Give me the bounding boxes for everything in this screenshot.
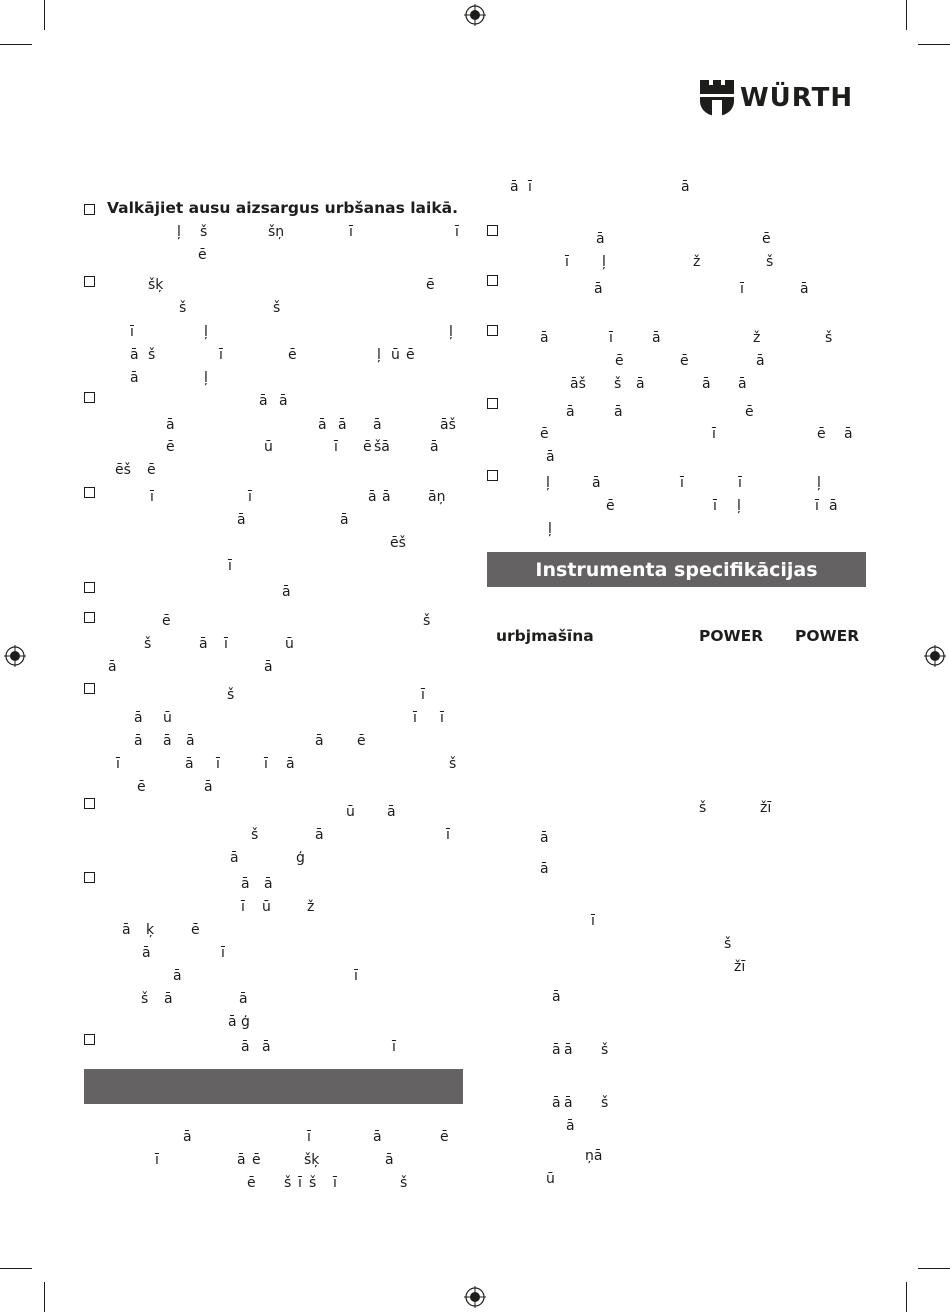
crop-mark xyxy=(44,1282,45,1312)
left-text-glyph: ā xyxy=(338,417,347,433)
right-text-glyph: ļ xyxy=(548,521,552,537)
left-text-glyph: ā xyxy=(239,991,248,1007)
right-text-glyph: ī xyxy=(740,281,744,297)
right-text-glyph: ī xyxy=(713,498,717,514)
left-text-glyph: ē xyxy=(166,439,175,455)
left-text-glyph: š xyxy=(200,224,208,240)
bullet-square xyxy=(487,325,498,336)
right-text-glyph: š xyxy=(825,330,833,346)
right-text-glyph: ā xyxy=(596,231,605,247)
left-text-glyph: ģ xyxy=(241,1014,250,1030)
left-text-glyph: ā xyxy=(241,876,250,892)
left-text-glyph: ā xyxy=(373,417,382,433)
crop-mark xyxy=(906,0,907,30)
left-text-glyph: ū xyxy=(346,804,355,820)
left-text-glyph: ā xyxy=(130,370,139,386)
left-text-glyph: ļ xyxy=(449,324,453,340)
right-text-glyph: ē xyxy=(745,404,754,420)
bullet-square xyxy=(84,392,95,403)
left-text-glyph: ā xyxy=(163,733,172,749)
left-text-glyph: ā xyxy=(204,779,213,795)
left-text-glyph: ē xyxy=(357,733,366,749)
right-text-glyph: ī xyxy=(712,426,716,442)
left-text-glyph: šķ xyxy=(304,1152,320,1168)
left-text-glyph: ē xyxy=(288,347,297,363)
right-text-glyph: āš xyxy=(570,376,586,392)
left-text-glyph: ķ xyxy=(146,922,155,938)
left-text-glyph: ī xyxy=(241,899,245,915)
right-text-glyph: ē xyxy=(762,231,771,247)
left-text-glyph: š xyxy=(251,827,259,843)
left-text-glyph: ā xyxy=(134,710,143,726)
right-text-glyph: ž xyxy=(753,330,761,346)
left-text-glyph: ā xyxy=(237,1152,246,1168)
left-text-glyph: ī xyxy=(333,1175,337,1191)
right-text-glyph: ā xyxy=(540,330,549,346)
left-text-glyph: šņ xyxy=(268,224,285,240)
left-text-glyph: ē xyxy=(406,347,415,363)
spec-header-power-1: POWER xyxy=(699,627,764,645)
section-bar xyxy=(84,1069,463,1104)
left-text-glyph: ī xyxy=(150,489,154,505)
left-text-glyph: šā xyxy=(374,439,390,455)
right-text-glyph: ē xyxy=(817,426,826,442)
left-text-glyph: ā xyxy=(228,1014,237,1030)
left-text-glyph: ž xyxy=(307,899,315,915)
bullet-square xyxy=(84,798,95,809)
left-text-glyph: ā xyxy=(259,393,268,409)
left-text-glyph: ā xyxy=(279,393,288,409)
right-text-glyph: ā xyxy=(702,376,711,392)
left-text-glyph: ī xyxy=(116,756,120,772)
left-text-glyph: ā xyxy=(382,489,391,505)
right-text-glyph: š xyxy=(614,376,622,392)
bullet-square xyxy=(84,487,95,498)
spec-text-glyph: ā xyxy=(566,1118,575,1134)
spec-text-glyph: ā xyxy=(564,1042,573,1058)
left-text-glyph: ā xyxy=(108,659,117,675)
left-text-glyph: š xyxy=(309,1175,317,1191)
left-text-glyph: ā xyxy=(183,1129,192,1145)
right-text-glyph: ē xyxy=(615,353,624,369)
crop-mark xyxy=(918,1268,950,1269)
spec-title-bar xyxy=(487,552,866,587)
left-text-glyph: ē xyxy=(191,922,200,938)
wurth-tower-icon xyxy=(700,80,734,116)
left-text-glyph: š xyxy=(227,687,235,703)
left-text-glyph: ā xyxy=(166,417,175,433)
left-text-glyph: š xyxy=(284,1175,292,1191)
bullet-square xyxy=(487,225,498,236)
spec-header-tool: urbjmašīna xyxy=(496,627,594,645)
crop-mark xyxy=(44,0,45,30)
left-text-glyph: ā xyxy=(237,512,246,528)
left-text-glyph: ē xyxy=(363,439,372,455)
left-text-glyph: ēš xyxy=(390,535,406,551)
left-text-glyph: ļ xyxy=(204,324,208,340)
left-text-glyph: ļ xyxy=(204,370,208,386)
spec-text-glyph: ņā xyxy=(585,1148,603,1164)
left-text-glyph: ļ xyxy=(177,224,181,240)
left-text-glyph: ī xyxy=(440,710,444,726)
left-text-glyph: ī xyxy=(155,1152,159,1168)
left-text-glyph: ī xyxy=(446,827,450,843)
left-text-glyph: ā xyxy=(230,850,239,866)
brand-name: WÜRTH xyxy=(740,83,854,113)
spec-text-glyph: ū xyxy=(546,1171,555,1187)
right-text-glyph: ā xyxy=(566,404,575,420)
right-text-glyph: ā xyxy=(738,376,747,392)
left-text-glyph: ā xyxy=(164,991,173,1007)
right-text-glyph: ļ xyxy=(602,254,606,270)
left-text-glyph: ī xyxy=(413,710,417,726)
spec-text-glyph: ā xyxy=(552,1095,561,1111)
spec-text-glyph: š xyxy=(601,1042,609,1058)
right-text-glyph: ž xyxy=(693,254,701,270)
right-text-glyph: ā xyxy=(829,498,838,514)
left-text-glyph: ļ xyxy=(377,347,381,363)
left-text-glyph: ī xyxy=(221,945,225,961)
left-text-glyph: š xyxy=(141,991,149,1007)
spec-text-glyph: žī xyxy=(760,800,772,816)
left-text-glyph: ū xyxy=(264,439,273,455)
left-text-glyph: ū xyxy=(262,899,271,915)
right-text-glyph: ē xyxy=(680,353,689,369)
left-text-glyph: ā xyxy=(122,922,131,938)
left-text-glyph: ā xyxy=(373,1129,382,1145)
left-text-glyph: ā xyxy=(185,756,194,772)
left-text-glyph: ī xyxy=(228,558,232,574)
registration-mark-icon xyxy=(464,4,486,26)
left-text-glyph: š xyxy=(148,347,156,363)
crop-mark xyxy=(0,44,32,45)
left-text-glyph: ī xyxy=(216,756,220,772)
right-text-glyph: ā xyxy=(546,449,555,465)
bullet-square xyxy=(487,398,498,409)
spec-header-power-2: POWER xyxy=(795,627,860,645)
left-text-glyph: ē xyxy=(440,1129,449,1145)
registration-mark-icon xyxy=(464,1286,486,1308)
right-text-glyph: ā xyxy=(594,281,603,297)
left-text-glyph: š xyxy=(179,300,187,316)
bullet-square xyxy=(84,872,95,883)
left-text-glyph: ā xyxy=(262,1039,271,1055)
left-text-glyph: ā xyxy=(286,756,295,772)
hearing-protection-warning: Valkājiet ausu aizsargus urbšanas laikā. xyxy=(107,199,458,217)
left-text-glyph: ā xyxy=(430,439,439,455)
right-text-glyph: ļ xyxy=(817,475,821,491)
left-text-glyph: āņ xyxy=(428,489,446,505)
left-text-glyph: š xyxy=(144,636,152,652)
left-text-glyph: š xyxy=(273,300,281,316)
right-text-glyph: ē xyxy=(540,426,549,442)
bullet-square xyxy=(84,582,95,593)
left-text-glyph: š xyxy=(423,613,431,629)
bullet-square xyxy=(84,1034,95,1045)
right-text-glyph: ā xyxy=(636,376,645,392)
left-text-glyph: ē xyxy=(252,1152,261,1168)
left-text-glyph: ī xyxy=(354,968,358,984)
crop-mark xyxy=(906,1282,907,1312)
brand-logo xyxy=(700,80,853,116)
left-text-glyph: ā xyxy=(134,733,143,749)
right-text-glyph: ī xyxy=(565,254,569,270)
bullet-square xyxy=(84,204,95,215)
left-text-glyph: ā xyxy=(315,827,324,843)
right-text-glyph: ī xyxy=(815,498,819,514)
left-text-glyph: ē xyxy=(198,247,207,263)
left-text-glyph: ā xyxy=(199,636,208,652)
left-text-glyph: š xyxy=(449,756,457,772)
left-text-glyph: ā xyxy=(186,733,195,749)
left-text-glyph: ā xyxy=(318,417,327,433)
right-text-glyph: ā xyxy=(510,179,519,195)
spec-text-glyph: žī xyxy=(734,959,746,975)
spec-text-glyph: š xyxy=(601,1095,609,1111)
crop-mark xyxy=(0,1268,32,1269)
left-text-glyph: ģ xyxy=(296,850,305,866)
crop-mark xyxy=(918,44,950,45)
left-text-glyph: ā xyxy=(173,968,182,984)
left-text-glyph: ā xyxy=(368,489,377,505)
right-text-glyph: ā xyxy=(756,353,765,369)
left-text-glyph: ē xyxy=(247,1175,256,1191)
bullet-square xyxy=(84,683,95,694)
left-text-glyph: ā xyxy=(264,659,273,675)
left-text-glyph: ā xyxy=(315,733,324,749)
left-text-glyph: ā xyxy=(387,804,396,820)
left-text-glyph: ī xyxy=(349,224,353,240)
left-text-glyph: ā xyxy=(130,347,139,363)
left-text-glyph: ā xyxy=(241,1039,250,1055)
bullet-square xyxy=(84,612,95,623)
right-text-glyph: ā xyxy=(652,330,661,346)
spec-text-glyph: š xyxy=(724,936,732,952)
left-text-glyph: ī xyxy=(130,324,134,340)
right-text-glyph: ā xyxy=(681,179,690,195)
right-text-glyph: ē xyxy=(606,498,615,514)
right-text-glyph: ā xyxy=(844,426,853,442)
right-text-glyph: š xyxy=(766,254,774,270)
spec-text-glyph: ā xyxy=(540,830,549,846)
left-text-glyph: āš xyxy=(440,417,456,433)
right-text-glyph: ļ xyxy=(546,475,550,491)
left-text-glyph: ē xyxy=(147,462,156,478)
left-text-glyph: ā xyxy=(282,584,291,600)
left-text-glyph: ā xyxy=(142,945,151,961)
left-text-glyph: šķ xyxy=(148,277,164,293)
right-text-glyph: ī xyxy=(680,475,684,491)
left-text-glyph: ī xyxy=(224,636,228,652)
left-text-glyph: ī xyxy=(392,1039,396,1055)
left-text-glyph: ē xyxy=(137,779,146,795)
bullet-square xyxy=(84,276,95,287)
bullet-square xyxy=(487,275,498,286)
left-text-glyph: ī xyxy=(334,439,338,455)
left-text-glyph: š xyxy=(400,1175,408,1191)
left-text-glyph: ī xyxy=(455,224,459,240)
left-text-glyph: ū xyxy=(391,347,400,363)
right-text-glyph: ā xyxy=(800,281,809,297)
spec-text-glyph: ā xyxy=(552,1042,561,1058)
left-text-glyph: ī xyxy=(264,756,268,772)
registration-mark-icon xyxy=(924,645,946,667)
spec-text-glyph: ā xyxy=(540,861,549,877)
left-text-glyph: ā xyxy=(340,512,349,528)
right-text-glyph: ī xyxy=(528,179,532,195)
left-text-glyph: ū xyxy=(163,710,172,726)
left-text-glyph: ēš xyxy=(115,462,131,478)
right-text-glyph: ā xyxy=(592,475,601,491)
left-text-glyph: ī xyxy=(248,489,252,505)
left-text-glyph: ī xyxy=(307,1129,311,1145)
left-text-glyph: ī xyxy=(421,687,425,703)
right-text-glyph: ļ xyxy=(737,498,741,514)
left-text-glyph: ī xyxy=(219,347,223,363)
bullet-square xyxy=(487,470,498,481)
right-text-glyph: ī xyxy=(609,330,613,346)
left-text-glyph: ā xyxy=(385,1152,394,1168)
left-text-glyph: ē xyxy=(162,613,171,629)
left-text-glyph: ē xyxy=(426,277,435,293)
spec-text-glyph: ā xyxy=(552,989,561,1005)
spec-text-glyph: ā xyxy=(564,1095,573,1111)
registration-mark-icon xyxy=(4,645,26,667)
left-text-glyph: ā xyxy=(264,876,273,892)
spec-text-glyph: ī xyxy=(591,913,595,929)
spec-title: Instrumenta specifikācijas xyxy=(535,558,818,581)
right-text-glyph: ā xyxy=(614,404,623,420)
left-text-glyph: ī xyxy=(298,1175,302,1191)
right-text-glyph: ī xyxy=(738,475,742,491)
left-text-glyph: ū xyxy=(285,636,294,652)
spec-text-glyph: š xyxy=(699,800,707,816)
